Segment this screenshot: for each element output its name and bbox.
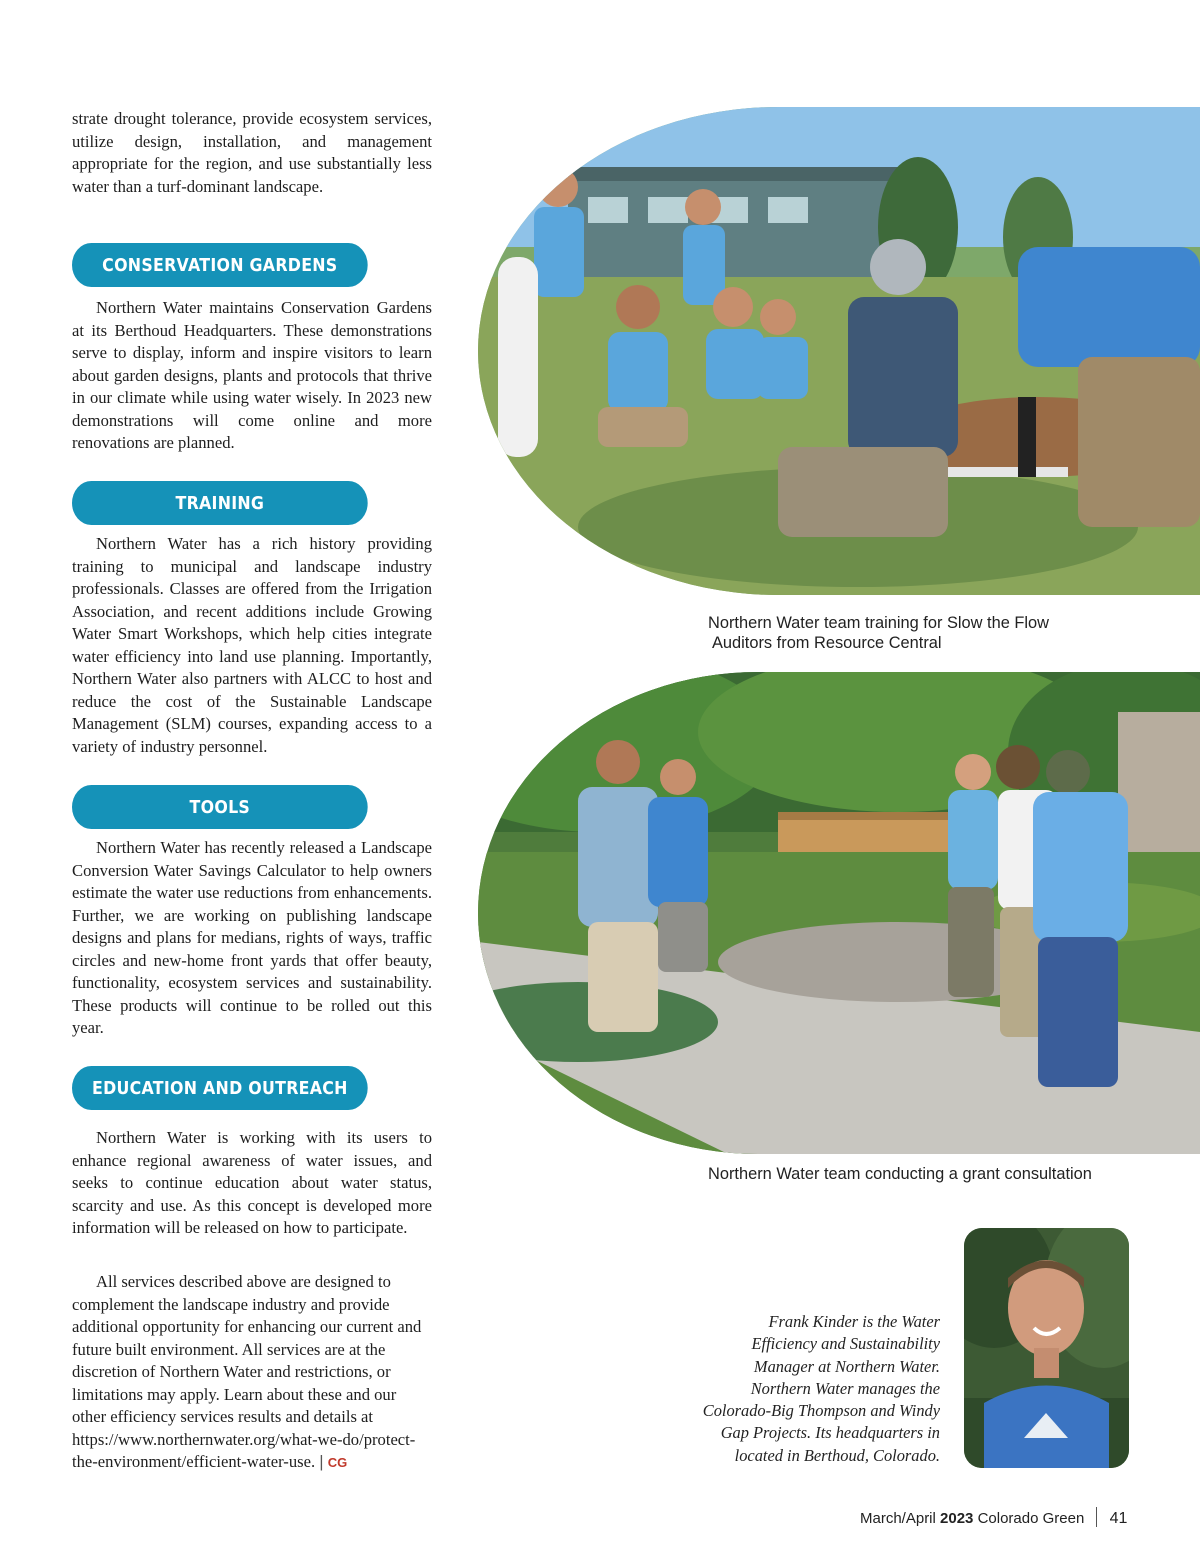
section-body-education-outreach: Northern Water is working with its users to enhance regional awareness of water issues, and seeks to continue education about water status, scarcity and use. As this concept is developed more information will be released on how to participate. — [72, 1128, 432, 1237]
section-heading-training: TRAINING — [72, 481, 368, 525]
consultation-photo-caption: Northern Water team conducting a grant consultation — [708, 1165, 1092, 1183]
section-body-conservation-gardens: Northern Water maintains Conservation Gardens at its Berthoud Headquarters. These demonstrations serve to display, inform and inspire visitors to learn about garden designs, plants and protocols that thrive in our climate while using water wisely. In 2023 new demonstrations will come online and more renovations are planned. — [72, 298, 432, 452]
intro-paragraph: strate drought tolerance, provide ecosystem services, utilize design, installation, and management appropriate for the region, and use substantially less water than a turf-dominant landscape. — [72, 109, 432, 196]
page-number: 41 — [1109, 1510, 1128, 1527]
footer-issue: March/April — [860, 1510, 936, 1527]
section-heading-tools: TOOLS — [72, 785, 368, 829]
page-footer — [860, 1507, 1160, 1528]
caption-line-1: Northern Water team training for Slow the Flow — [708, 614, 1049, 632]
footer-year: 2023 — [940, 1510, 974, 1527]
closing-paragraph — [72, 1271, 432, 1475]
training-photo-caption — [708, 613, 1049, 653]
closing-text: All services described above are designed to complement the landscape industry and provide additional opportunity for enhancing our current and future built environment. All services are at the discretion of Northern Water and restrictions, or limitations may apply. Learn about these and our other efficiency services results and details at https://www.northernwater.org/what-we-do/protect-the-environment/efficient-water-use. — [72, 1272, 422, 1471]
caption-line-2: Auditors from Resource Central — [712, 634, 942, 652]
section-body-training: Northern Water has a rich history providing training to municipal and landscape industry professionals. Classes are offered from the Irrigation Association, and recent additions include Growing Water Smart Workshops, which help cities integrate water efficiency into land use planning. Importantly, Northern Water also partners with ALCC to host and reduce the cost of the Sustainable Landscape Management (SLM) courses, expanding access to a variety of industry personnel. — [72, 534, 432, 756]
closing-separator: | — [319, 1452, 324, 1471]
bio-line-6: Gap Projects. Its headquarters in — [720, 1423, 940, 1443]
author-portrait — [964, 1228, 1129, 1468]
bio-line-2: Efficiency and Sustainability — [751, 1334, 940, 1354]
end-mark: CG — [327, 1455, 348, 1470]
section-heading-education-outreach: EDUCATION AND OUTREACH — [72, 1066, 368, 1110]
bio-line-1: Frank Kinder is the Water — [768, 1312, 940, 1331]
bio-line-3: Manager at Northern Water. — [753, 1356, 940, 1376]
consultation-photo — [478, 672, 1200, 1154]
section-heading-conservation-gardens: CONSERVATION GARDENS — [72, 243, 368, 287]
training-photo — [478, 107, 1200, 595]
bio-line-5: Colorado-Big Thompson and Windy — [702, 1401, 940, 1421]
bio-line-4: Northern Water manages the — [750, 1378, 940, 1398]
footer-divider — [1096, 1507, 1097, 1527]
section-body-tools: Northern Water has recently released a Landscape Conversion Water Savings Calculator to help owners estimate the water use reductions from enhancements. Further, we are working on publishing landscape designs and plans for medians, rights of ways, traffic circles and new-home front yards that offer beauty, functionality, ecosystem services and sustainability. These products will continue to be rolled out this year. — [72, 838, 432, 1037]
bio-line-7: located in Berthoud, Colorado. — [734, 1445, 940, 1465]
footer-magazine: Colorado Green — [977, 1510, 1085, 1527]
author-bio — [664, 1311, 940, 1467]
